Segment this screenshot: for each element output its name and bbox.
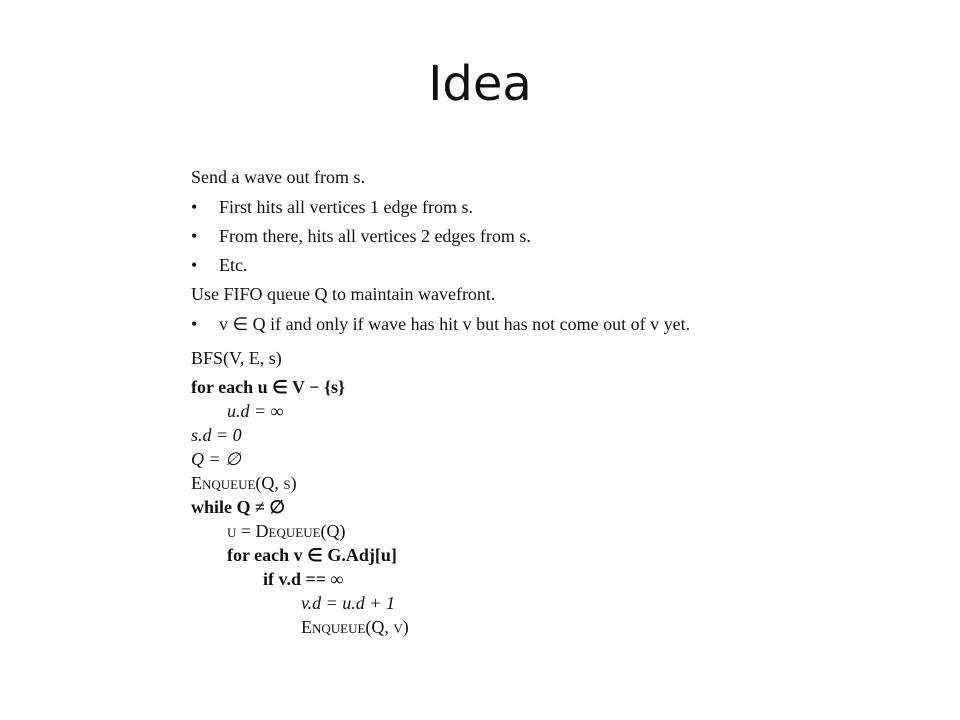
intro-text: Send a wave out from s. bbox=[191, 167, 365, 187]
code-line-enqueue-v: Enqueue(Q, v) bbox=[301, 617, 409, 637]
bullet-text: From there, hits all vertices 2 edges from s. bbox=[219, 226, 531, 246]
bullet-text: Etc. bbox=[219, 255, 248, 275]
bullet-text: First hits all vertices 1 edge from s. bbox=[219, 197, 473, 217]
code-line-while: while Q ≠ ∅ bbox=[191, 497, 286, 517]
code-line-for-each-v: for each v ∈ G.Adj[u] bbox=[227, 545, 397, 565]
code-line-init-sd: s.d = 0 bbox=[191, 425, 242, 445]
code-line-if: if v.d == ∞ bbox=[263, 569, 344, 589]
bullet-item bbox=[191, 313, 791, 335]
pseudocode bbox=[191, 375, 791, 639]
code-line-for-each-u: for each u ∈ V − {s} bbox=[191, 377, 346, 397]
slide-title: Idea bbox=[428, 56, 532, 112]
code-line-dequeue: u = Dequeue(Q) bbox=[227, 521, 346, 541]
bullet-dot-icon: • bbox=[191, 314, 198, 334]
bullet-dot-icon: • bbox=[191, 197, 198, 217]
code-line-enqueue-s: Enqueue(Q, s) bbox=[191, 473, 297, 493]
code-line-init-ud: u.d = ∞ bbox=[227, 401, 284, 421]
bullet-dot-icon: • bbox=[191, 226, 198, 246]
bullet-item bbox=[191, 196, 791, 218]
bullet-item bbox=[191, 225, 791, 247]
bullet-dot-icon: • bbox=[191, 255, 198, 275]
fifo-text: Use FIFO queue Q to maintain wavefront. bbox=[191, 284, 496, 304]
invariant-text: v ∈ Q if and only if wave has hit v but has not come out of v yet. bbox=[219, 314, 691, 334]
code-line-set-vd: v.d = u.d + 1 bbox=[301, 593, 395, 613]
bullet-item bbox=[191, 254, 791, 276]
slide-body bbox=[191, 166, 791, 639]
code-line-init-q: Q = ∅ bbox=[191, 449, 241, 469]
bfs-signature: BFS(V, E, s) bbox=[191, 348, 282, 368]
